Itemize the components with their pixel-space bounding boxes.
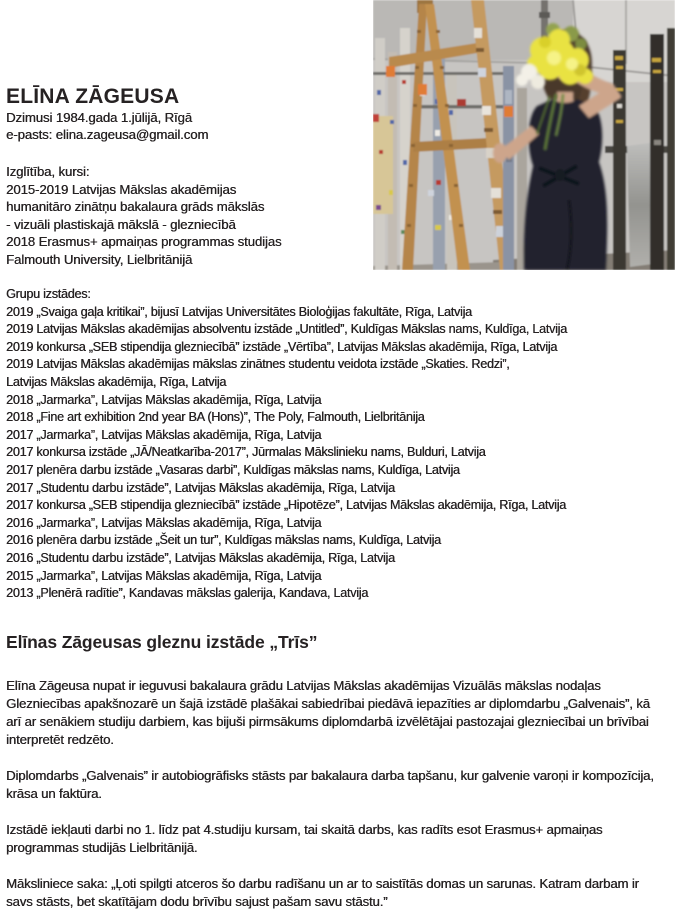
education-line: - vizuāli plastiskajā mākslā - glezniecībā xyxy=(6,216,236,232)
exhibitions-heading: Grupu izstādes: xyxy=(6,287,91,301)
exhibitions-section xyxy=(6,286,567,603)
exhibition-line: 2013 „Plenērā radītie”, Kandavas mākslas galerija, Kandava, Latvija xyxy=(6,586,368,601)
exhibition-line: 2015 „Jarmarka”, Latvijas Mākslas akadēmija, Rīga, Latvija xyxy=(6,568,322,583)
body-text xyxy=(6,677,660,911)
paragraph-diploma: Diplomdarbs „Galvenais” ir autobiogrāfisks stāsts par bakalaura darba tapšanu, kur galvenie varoņi ir kompozīcija, krāsa un faktūra. xyxy=(6,768,654,801)
email-line: e-pasts: elina.zageusa@gmail.com xyxy=(6,127,209,142)
exhibition-line: 2017 „Jarmarka”, Latvijas Mākslas akadēmija, Rīga, Latvija xyxy=(6,427,322,442)
exhibition-line: 2019 konkursa „SEB stipendija glezniecībā” izstāde „Vērtība”, Latvijas Mākslas akadēmija, Rīga, Latvija xyxy=(6,339,558,354)
education-line: 2015-2019 Latvijas Mākslas akadēmijas xyxy=(6,181,237,197)
exhibition-line: 2017 konkursa izstāde „JĀ/Neatkarība-2017”, Jūrmalas Mākslinieku nams, Bulduri, Latvija xyxy=(6,445,486,460)
paragraph-quote: Māksliniece saka: „Ļoti spilgti atceros šo darbu radīšanu un ar to saistītās domas un sarunas. Katram darbam ir savs stāsts, bet skatītājam dodu brīvību sajust pašam savu stāstu.” xyxy=(6,876,639,909)
artist-name: ELĪNA ZĀGEUSA xyxy=(6,85,180,108)
education-section xyxy=(6,163,281,269)
exhibition-line: 2016 plenēra darbu izstāde „Šeit un tur”, Kuldīgas mākslas nams, Kuldīga, Latvija xyxy=(6,533,441,548)
exhibition-line: 2017 plenēra darbu izstāde „Vasaras darbi”, Kuldīgas mākslas nams, Kuldīga, Latvija xyxy=(6,462,460,477)
exhibition-title: Elīnas Zāgeusas gleznu izstāde „Trīs” xyxy=(6,632,318,652)
exhibition-line: 2016 „Jarmarka”, Latvijas Mākslas akadēmija, Rīga, Latvija xyxy=(6,515,322,530)
exhibition-line: Latvijas Mākslas akadēmija, Rīga, Latvija xyxy=(6,374,227,389)
identity-block xyxy=(6,85,208,143)
exhibition-line: 2017 „Studentu darbu izstāde”, Latvijas Mākslas akadēmija, Rīga, Latvija xyxy=(6,480,395,495)
exhibition-line: 2018 „Jarmarka”, Latvijas Mākslas akadēmija, Rīga, Latvija xyxy=(6,392,322,407)
exhibition-line: 2018 „Fine art exhibition 2nd year BA (Hons)”, The Poly, Falmouth, Lielbritānija xyxy=(6,410,425,425)
exhibition-line: 2019 Latvijas Mākslas akadēmijas absolventu izstāde „Untitled”, Kuldīgas Mākslas nams, Kuldīga, Latvija xyxy=(6,322,567,337)
exhibition-line: 2017 konkursa „SEB stipendija glezniecībā” izstāde „Hipotēze”, Latvijas Mākslas akadēmija, Rīga, Latvija xyxy=(6,498,566,513)
exhibition-line: 2019 Latvijas Mākslas akadēmijas mākslas zinātnes studentu veidota izstāde „Skaties. Redzi”, xyxy=(6,357,510,372)
exhibition-line: 2019 „Svaiga gaļa kritikai”, bijusī Latvijas Universitātes Bioloģijas fakultāte, Rīga, Latvija xyxy=(6,304,472,319)
paragraph-works: Izstādē iekļauti darbi no 1. līdz pat 4.studiju kursam, tai skaitā darbs, kas radīts esot Erasmus+ apmaiņas programmas studijās Lielbritānijā. xyxy=(6,822,603,855)
education-heading: Izglītība, kursi: xyxy=(6,164,90,179)
education-line: 2018 Erasmus+ apmaiņas programmas studijas xyxy=(6,234,282,250)
education-line: humanitāro zinātņu bakalaura grāds mākslās xyxy=(6,199,265,215)
birth-line: Dzimusi 1984.gada 1.jūlijā, Rīgā xyxy=(6,110,192,125)
artist-photo xyxy=(373,0,675,270)
education-line: Falmouth University, Lielbritānijā xyxy=(6,251,193,267)
paragraph-intro: Elīna Zāgeusa nupat ir ieguvusi bakalaura grādu Latvijas Mākslas akadēmijas Vizuālās mākslas nodaļas Glezniecības apakšnozarē un šajā izstādē plašākai sabiedrībai piedāvā iepazīties ar diplomdarbu „Galvenais”, kā arī ar senākiem studiju darbiem, kas bijuši pirmsākums diplomdarbā izvēlētājai pastozajai glezniecībai un brīvībai interpretēt redzēto. xyxy=(6,678,650,747)
exhibition-line: 2016 „Studentu darbu izstāde”, Latvijas Mākslas akadēmija, Rīga, Latvija xyxy=(6,550,395,565)
